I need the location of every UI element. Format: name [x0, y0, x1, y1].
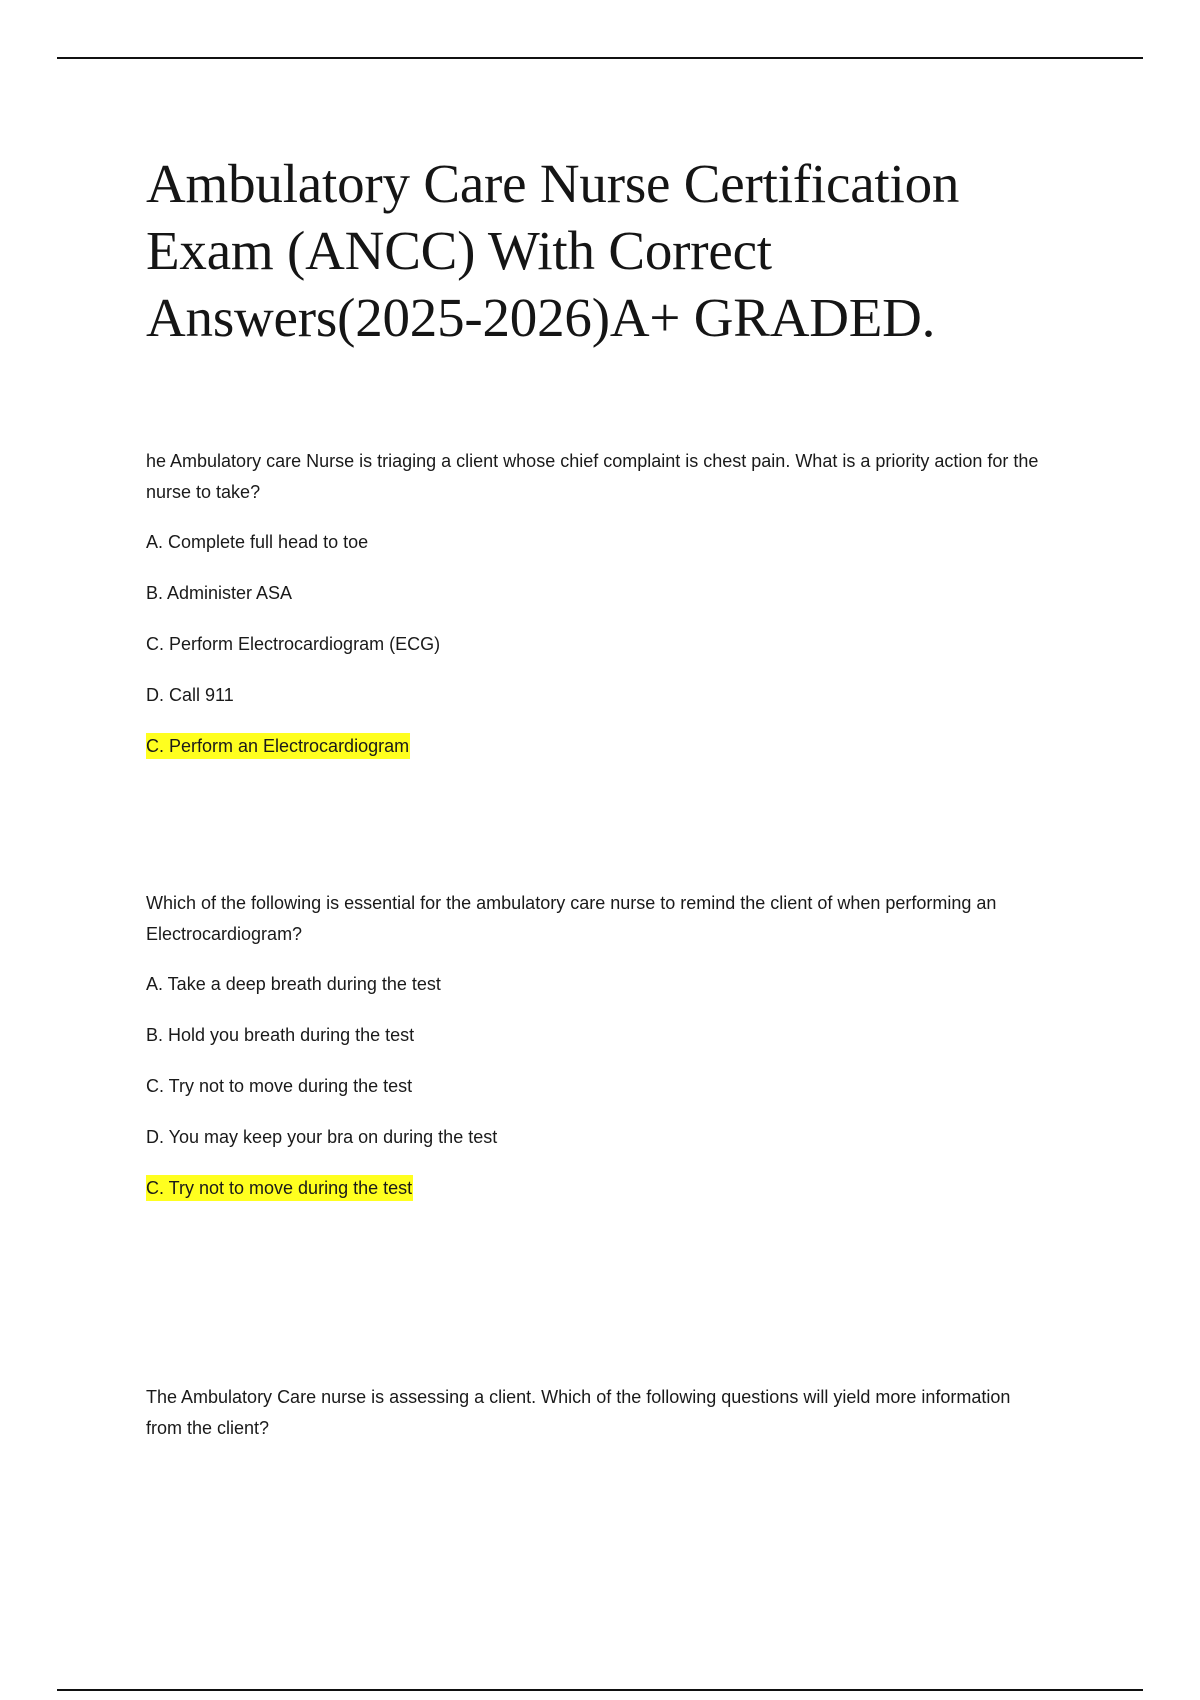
answer-row	[146, 1162, 1046, 1213]
option-item: B. Administer ASA	[146, 582, 293, 603]
top-rule	[57, 57, 1143, 59]
option-item: D. You may keep your bra on during the test	[146, 1126, 498, 1147]
answer-row	[146, 720, 1046, 771]
question-block	[146, 446, 1046, 771]
title-line: Answers(2025-2026)A+ GRADED.	[146, 287, 936, 348]
option-item: D. Call 911	[146, 684, 234, 705]
option-item: A. Complete full head to toe	[146, 531, 369, 552]
correct-answer-highlight: C. Perform an Electrocardiogram	[146, 733, 410, 759]
question-text: The Ambulatory Care nurse is assessing a client. Which of the following questions will yield more information from the client?	[146, 1387, 1011, 1438]
title-line: Exam (ANCC) With Correct	[146, 220, 772, 281]
option-item: A. Take a deep breath during the test	[146, 973, 441, 994]
correct-answer-highlight: C. Try not to move during the test	[146, 1175, 413, 1201]
document-title	[146, 150, 1046, 351]
title-line: Ambulatory Care Nurse Certification	[146, 153, 960, 214]
options-list	[146, 958, 1046, 1213]
option-item: B. Hold you breath during the test	[146, 1024, 415, 1045]
question-text: Which of the following is essential for the ambulatory care nurse to remind the client of when performing an Electrocardiogram?	[146, 893, 997, 944]
option-item: C. Perform Electrocardiogram (ECG)	[146, 633, 441, 654]
options-list	[146, 516, 1046, 771]
question-block	[146, 888, 1046, 1213]
question-text: he Ambulatory care Nurse is triaging a client whose chief complaint is chest pain. What is a priority action for the nurse to take?	[146, 451, 1039, 502]
option-item: C. Try not to move during the test	[146, 1075, 413, 1096]
bottom-rule	[57, 1689, 1143, 1691]
document-body	[146, 150, 1046, 1438]
question-block	[146, 1382, 1046, 1444]
